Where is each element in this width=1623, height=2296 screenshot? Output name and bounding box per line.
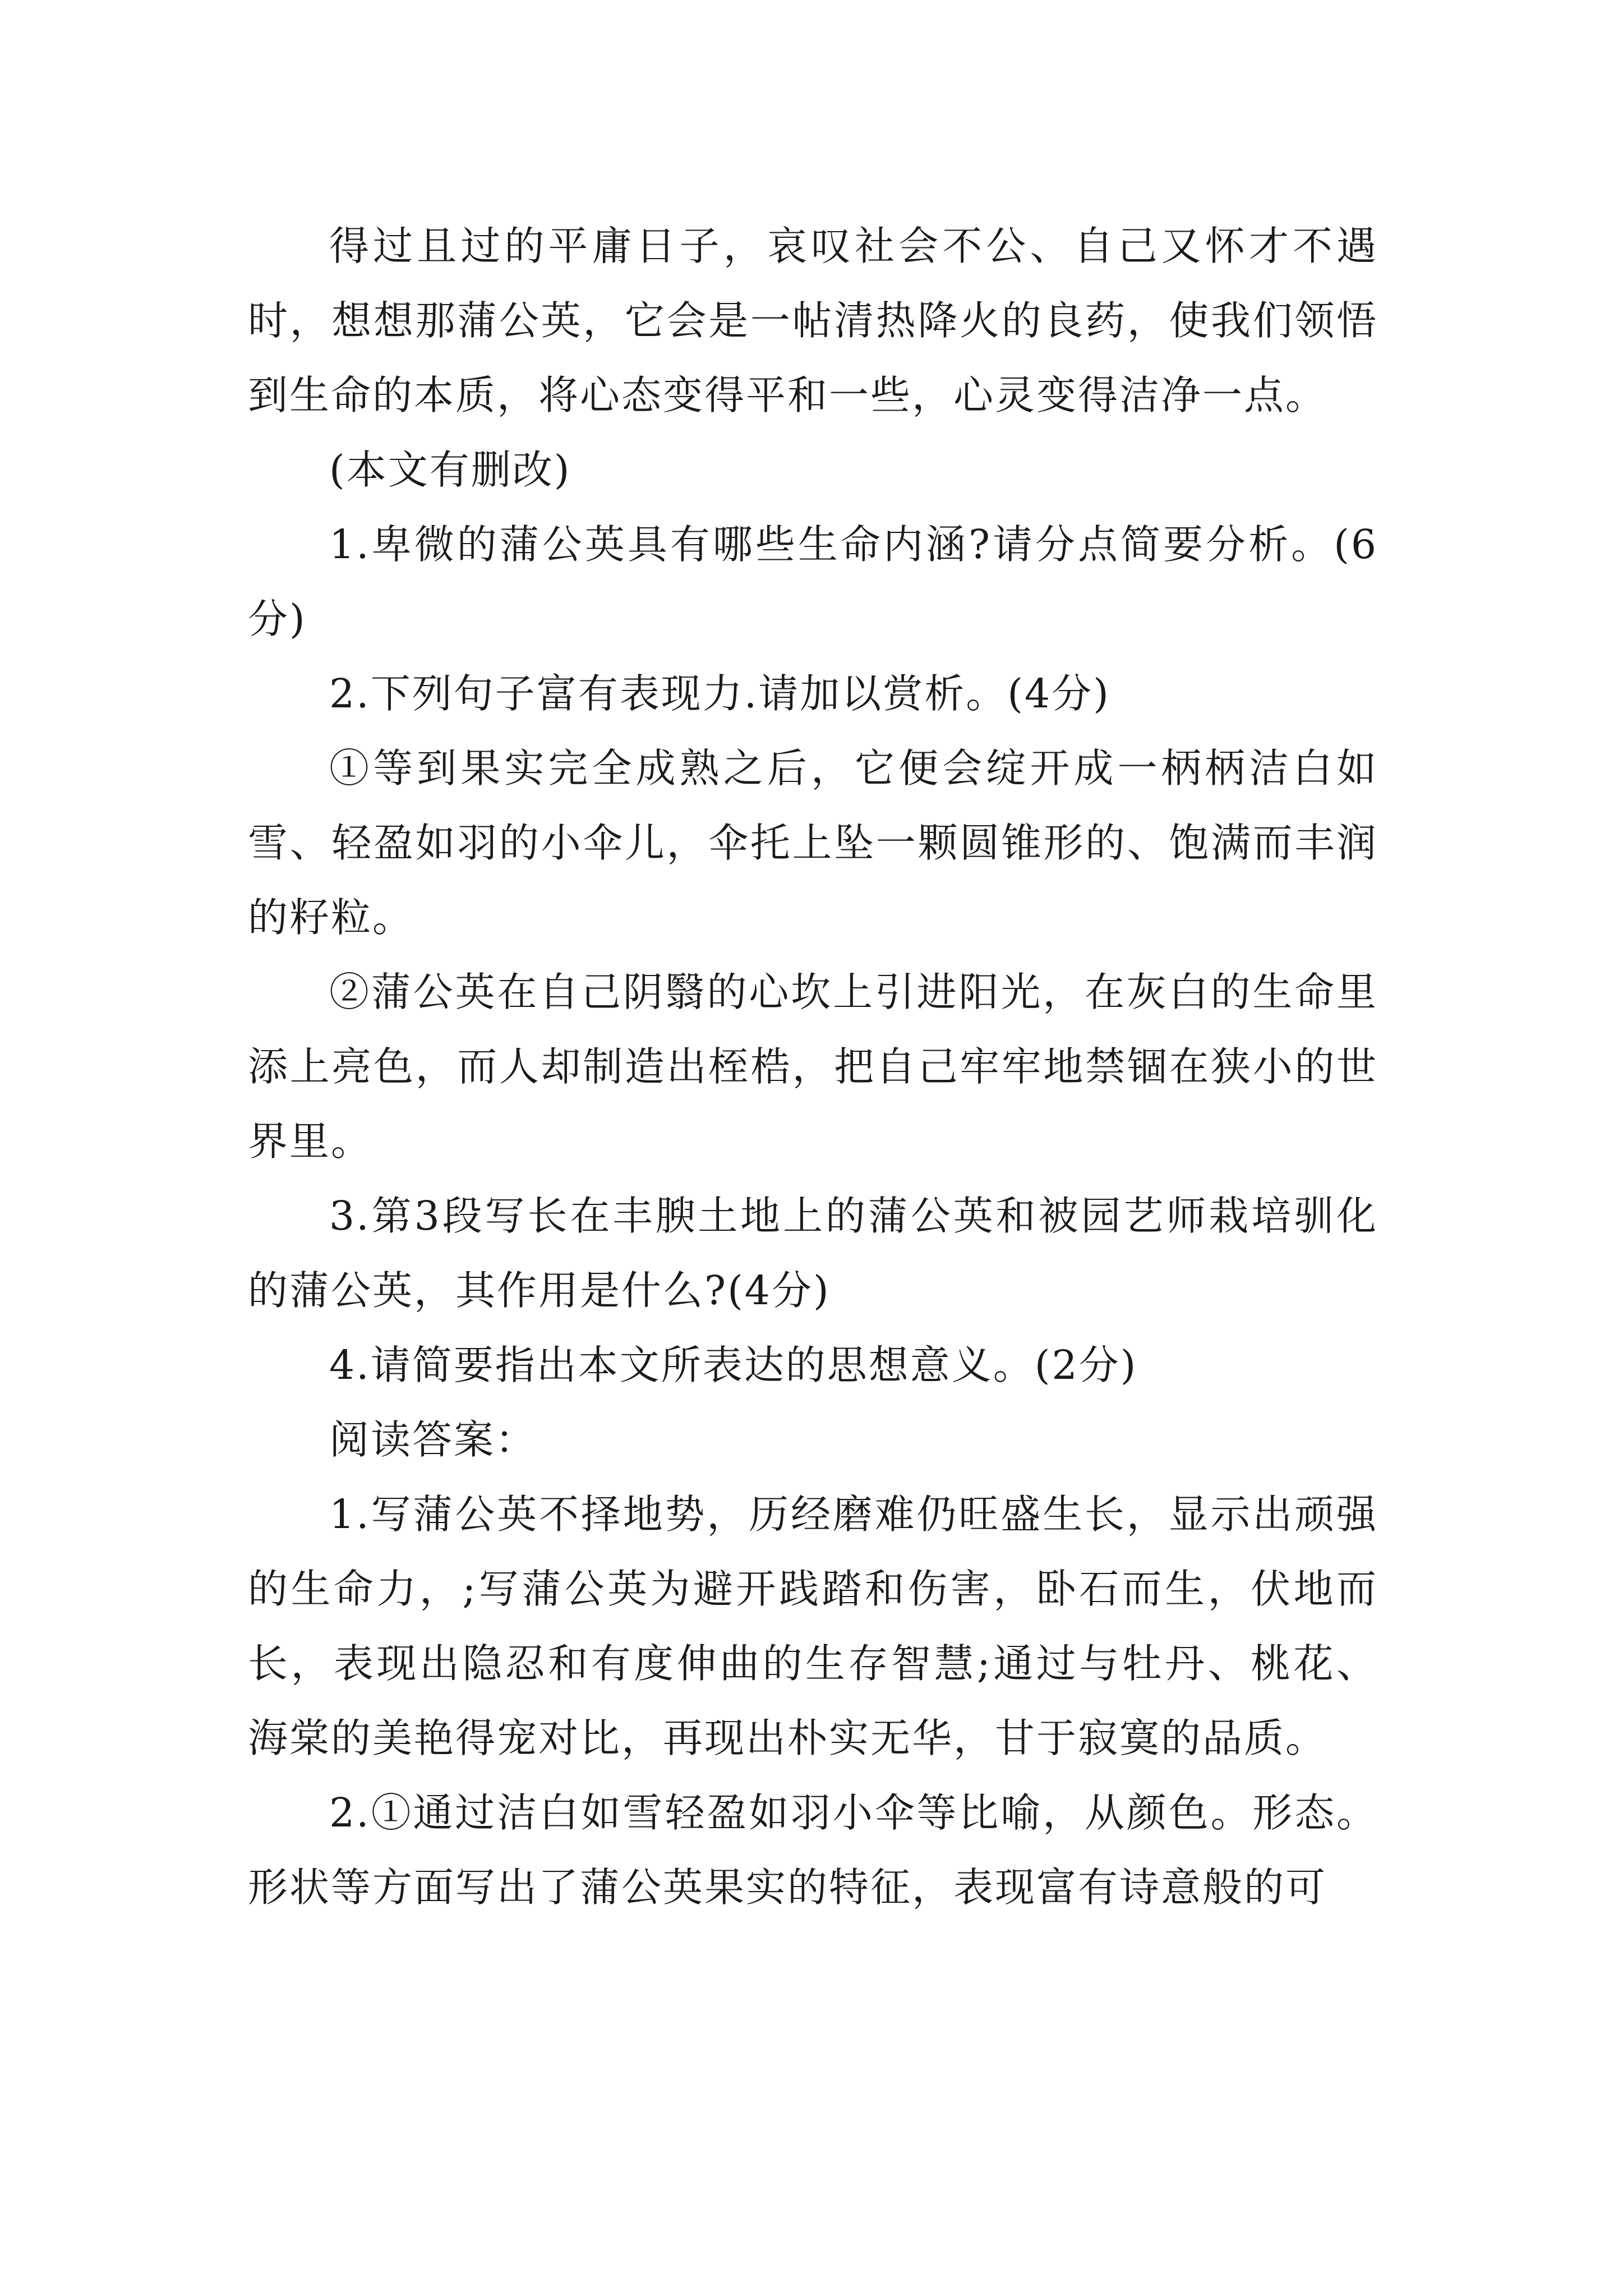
- document-body: [248, 209, 1378, 1925]
- question-2-sentence-1: ①等到果实完全成熟之后，它便会绽开成一柄柄洁白如雪、轻盈如羽的小伞儿，伞托上坠一颗圆锥形的、饱满而丰润的籽粒。: [248, 745, 1378, 941]
- answer-1: 1.写蒲公英不择地势，历经磨难仍旺盛生长，显示出顽强的生命力，;写蒲公英为避开践踏和伤害，卧石而生，伏地而长，表现出隐忍和有度伸曲的生存智慧;通过与牡丹、桃花、海棠的美艳得宠对比，再现出朴实无华，甘于寂寞的品质。: [248, 1491, 1378, 1761]
- question-4: 4.请简要指出本文所表达的思想意义。(2分): [329, 1342, 1138, 1388]
- question-2: 2.下列句子富有表现力.请加以赏析。(4分): [329, 670, 1110, 717]
- answer-2: 2.①通过洁白如雪轻盈如羽小伞等比喻，从颜色。形态。形状等方面写出了蒲公英果实的特征，表现富有诗意般的可: [248, 1789, 1378, 1911]
- question-3: 3.第3段写长在丰腴土地上的蒲公英和被园艺师栽培驯化的蒲公英，其作用是什么?(4分): [248, 1193, 1378, 1314]
- question-2-sentence-2: ②蒲公英在自己阴翳的心坎上引进阳光，在灰白的生命里添上亮色，而人却制造出桎梏，把自己牢牢地禁锢在狭小的世界里。: [248, 969, 1378, 1165]
- paragraph-source-note: (本文有删改): [329, 447, 571, 493]
- paragraph-closing: 得过且过的平庸日子，哀叹社会不公、自己又怀才不遇时，想想那蒲公英，它会是一帖清热降火的良药，使我们领悟到生命的本质，将心态变得平和一些，心灵变得洁净一点。: [248, 223, 1378, 418]
- question-1: 1.卑微的蒲公英具有哪些生命内涵?请分点简要分析。(6分): [248, 521, 1378, 642]
- answers-heading: 阅读答案：: [329, 1416, 537, 1463]
